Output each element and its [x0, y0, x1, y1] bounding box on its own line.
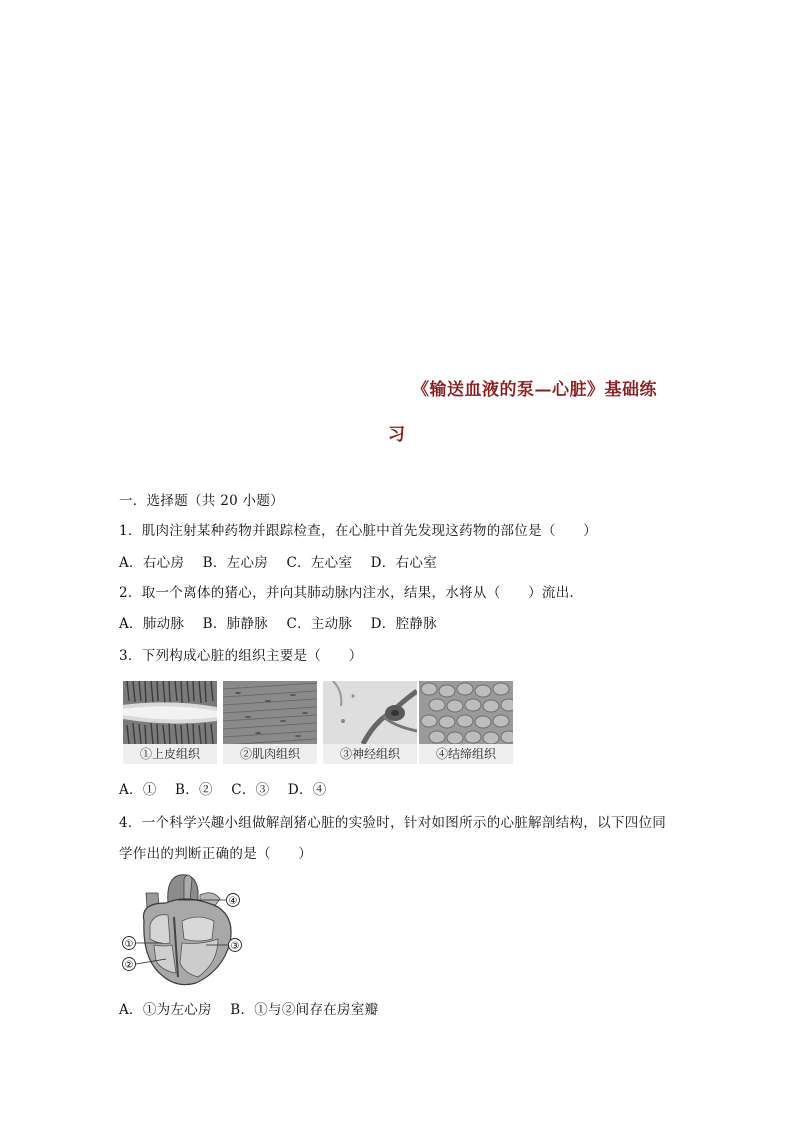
heart-drawing: [118, 873, 248, 988]
q3-stem: 3．下列构成心脏的组织主要是（ ）: [119, 648, 363, 664]
doc-title-line1: 《输送血液的泵—心脏》基础练: [412, 380, 657, 400]
caption-nerve: ③神经组织: [323, 744, 417, 764]
q1-options: A．右心房 B．左心房 C．左心室 D．右心室: [119, 555, 437, 571]
heart-label-4: ④: [228, 896, 238, 907]
tissue-figure: [123, 681, 509, 766]
heart-label-1: ①: [124, 939, 134, 950]
heart-diagram: [118, 873, 248, 988]
q4-options: A．①为左心房 B．①与②间存在房室瓣: [119, 1002, 379, 1018]
q3-options: A．① B．② C．③ D．④: [119, 782, 327, 798]
epithelial-tissue-image: [123, 681, 217, 744]
heart-label-3: ③: [230, 941, 240, 952]
connective-tissue-image: [419, 681, 513, 744]
caption-epithelial: ①上皮组织: [123, 744, 217, 764]
q2-options: A．肺动脉 B．肺静脉 C．主动脉 D．腔静脉: [119, 616, 437, 632]
q1-stem: 1．肌肉注射某种药物并跟踪检查，在心脏中首先发现这药物的部位是（ ）: [119, 523, 598, 539]
caption-connective: ④结缔组织: [419, 744, 513, 764]
caption-muscle: ②肌肉组织: [223, 744, 317, 764]
section-heading: 一．选择题（共 20 小题）: [119, 493, 284, 509]
muscle-tissue-image: [223, 681, 317, 744]
doc-title-line2: 习: [388, 425, 406, 445]
q2-stem: 2．取一个离体的猪心，并向其肺动脉内注水，结果，水将从（ ）流出．: [119, 585, 584, 601]
heart-label-2: ②: [124, 960, 134, 971]
q4-stem-line2: 学作出的判断正确的是（ ）: [119, 846, 313, 862]
nerve-tissue-image: [323, 681, 417, 744]
q4-stem-line1: 4．一个科学兴趣小组做解剖猪心脏的实验时，针对如图所示的心脏解剖结构，以下四位同: [119, 815, 667, 831]
